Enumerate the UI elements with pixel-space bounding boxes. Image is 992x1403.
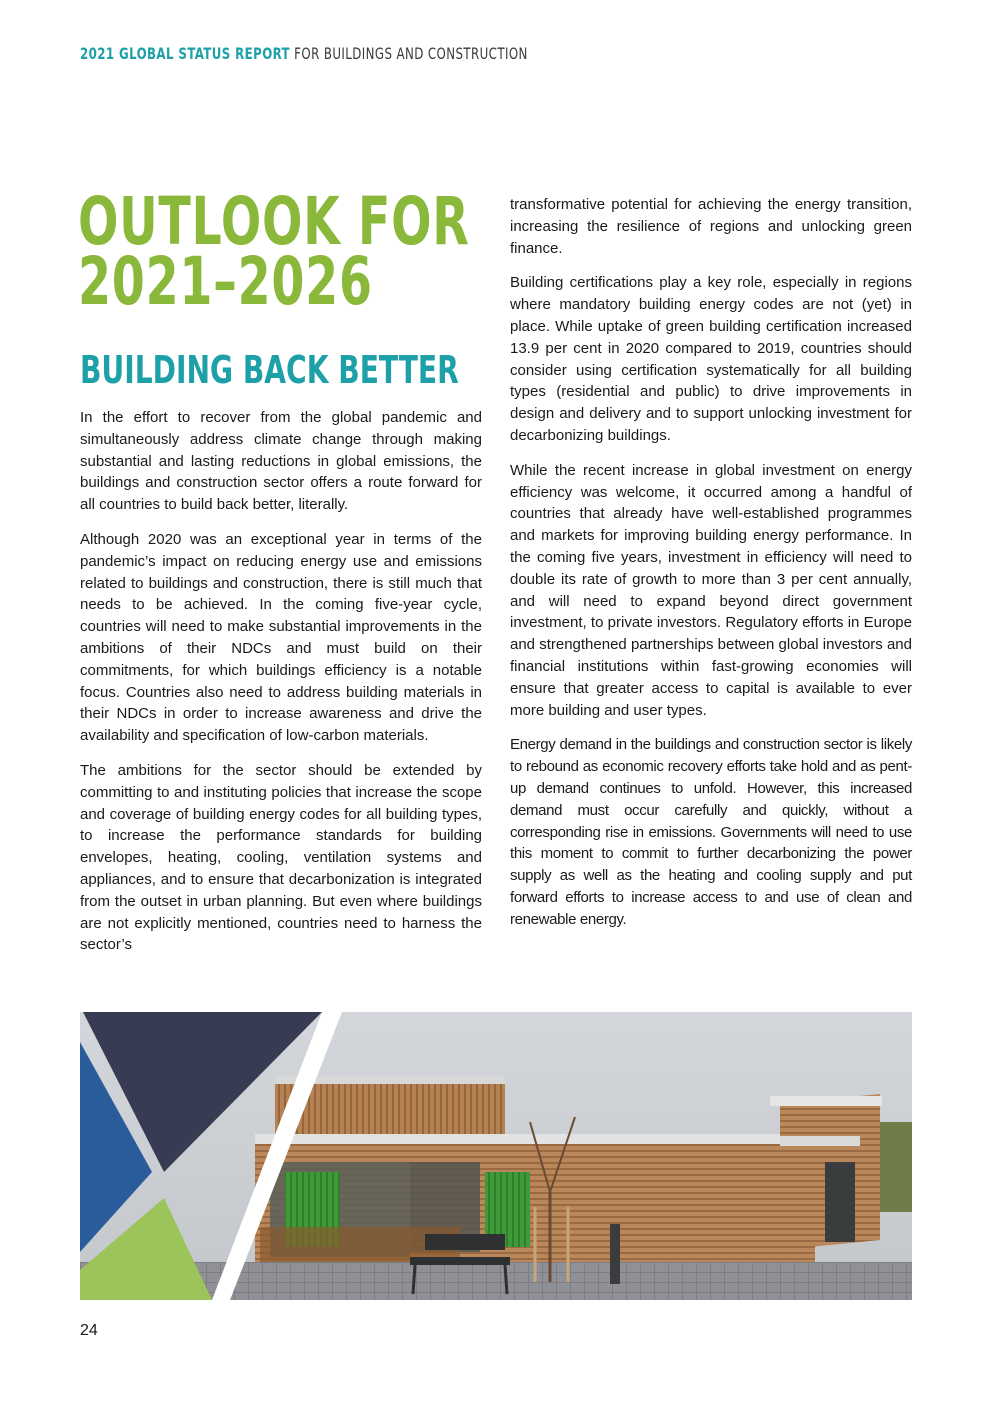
paragraph: transformative potential for achieving the energy transition, increasing the resilience of regions and unlocking green finance. [510,196,912,257]
building-photo-figure [80,1012,912,1300]
right-column [510,194,912,944]
bench-leg [413,1265,415,1294]
right-wing-roof [770,1096,882,1106]
section-subtitle: BUILDING BACK BETTER [80,348,459,392]
report-title: 2021 GLOBAL STATUS REPORT [80,44,291,63]
paragraph: Building certifications play a key role, especially in regions where mandatory building energy codes are not (yet) in place. While uptake of green building certification increased 13.9 per cent in 2020 compared to 2019, countries should consider using certification systematically for all building types (residential and public) to drive improvements in design and delivery and to support unlocking investment for decarbonizing buildings. [510,274,912,444]
building-photo-illustration [80,1012,912,1300]
left-column [80,407,482,969]
entrance-door [825,1162,855,1242]
main-building-roof [255,1134,820,1144]
entrance-canopy [780,1136,860,1146]
trees-right [880,1122,912,1212]
bollard-lamp [610,1224,620,1284]
bench-back [425,1234,505,1250]
bench-seat [410,1257,510,1265]
section-title-line1: OUTLOOK FOR [78,183,470,260]
page-number: 24 [80,1322,98,1339]
section-title [78,183,470,320]
paragraph: Energy demand in the buildings and construction sector is likely to rebound as economic recovery efforts take hold and as pent-up demand continues to unfold. However, this increased demand must occur carefully and quickly, without a corresponding rise in emissions. Governments will need to use this moment to commit to further decarbonizing the power supply as well as the heating and cooling supply and put forward efforts to increase access to and use of clean and renewable energy. [510,736,912,928]
paragraph: In the effort to recover from the global pandemic and simultaneously address climate change through making substantial and lasting reductions in global emissions, the buildings and construction sector offers a route forward for all countries to build back better, literally. [80,409,482,514]
paragraph: While the recent increase in global investment on energy efficiency was welcome, it occurred among a handful of countries that already have well-established programmes and markets for improving building energy performance. In the coming five years, investment in efficiency will need to double its rate of growth to more than 3 per cent annually, and will need to expand beyond direct government investment, to private investors. Regulatory efforts in Europe and strengthened partnerships between global investors and financial institutions within fast-growing economies will ensure that greater access to capital is available to ever more building and user types. [510,461,912,719]
report-subtitle: FOR BUILDINGS AND CONSTRUCTION [290,44,528,63]
running-header [80,44,528,63]
paragraph: The ambitions for the sector should be extended by committing to and instituting policies that increase the scope and coverage of building energy codes for all building types, to increase the performance standards for building envelopes, heating, cooling, ventilation systems and appliances, and to ensure that decarbonization is integrated from the outset in urban planning. But even where buildings are not explicitly mentioned, countries need to harness the sector’s [80,761,482,954]
section-title-line2: 2021–2026 [78,243,373,320]
bench-leg [505,1265,507,1294]
paragraph: Although 2020 was an exceptional year in terms of the pandemic’s impact on reducing energy use and emissions related to buildings and construction, there is still much that needs to be achieved. In the coming five-year cycle, countries will need to make substantial improvements in the ambitions of their NDCs and must build on their commitments, for which buildings efficiency is a notable focus. Countries also need to address building materials in their NDCs in order to increase awareness and drive the availability and specification of low-carbon materials. [80,530,482,745]
